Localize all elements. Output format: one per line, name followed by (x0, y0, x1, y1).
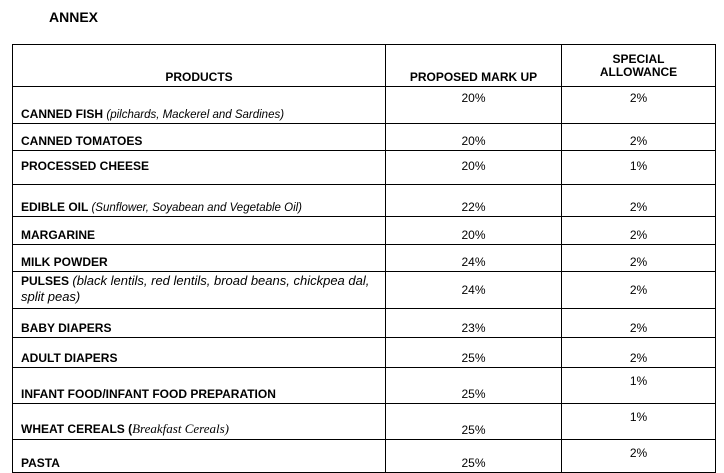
annex-title: ANNEX (49, 9, 99, 25)
header-special-allowance-line2: ALLOWANCE (599, 64, 678, 79)
table-row (13, 124, 716, 151)
markup-cell: 20% (386, 124, 562, 151)
product-name: PULSES (21, 274, 70, 288)
product-cell (13, 309, 386, 338)
header-special-allowance (562, 45, 716, 87)
markup-cell: 23% (386, 309, 562, 338)
allowance-cell: 2% (562, 185, 716, 217)
product-name: EDIBLE OIL (21, 200, 89, 214)
product-cell (13, 185, 386, 217)
product-cell (13, 87, 386, 124)
product-name: BABY DIAPERS (21, 321, 112, 335)
product-cell (13, 124, 386, 151)
product-note: (black lentils, red lentils, broad beans, chickpea dal, split peas) (21, 273, 370, 304)
product-name: PASTA (21, 456, 60, 470)
allowance-cell: 1% (562, 368, 716, 404)
product-cell (13, 151, 386, 185)
product-name: MILK POWDER (21, 255, 108, 269)
markup-cell: 25% (386, 404, 562, 440)
markup-cell: 20% (386, 87, 562, 124)
table-header-row (13, 45, 716, 87)
markup-cell: 20% (386, 217, 562, 245)
product-note: (pilchards, Mackerel and Sardines) (106, 109, 285, 121)
table-row (13, 338, 716, 368)
table-row (13, 245, 716, 272)
product-note: (Sunflower, Soyabean and Vegetable Oil) (91, 202, 303, 214)
table-row (13, 185, 716, 217)
allowance-cell: 1% (562, 404, 716, 440)
markup-cell: 25% (386, 338, 562, 368)
table-row (13, 87, 716, 124)
product-name: CANNED TOMATOES (21, 134, 143, 148)
product-name: WHEAT CEREALS ( (21, 422, 133, 436)
table-row (13, 440, 716, 473)
product-note: Breakfast Cereals) (132, 421, 229, 436)
table-row (13, 309, 716, 338)
allowance-cell: 2% (562, 338, 716, 368)
table-row (13, 368, 716, 404)
allowance-cell: 2% (562, 245, 716, 272)
table-row (13, 404, 716, 440)
header-special-allowance-line1: SPECIAL (612, 51, 665, 66)
allowance-cell: 2% (562, 87, 716, 124)
product-cell (13, 440, 386, 473)
header-proposed-markup: PROPOSED MARK UP (386, 45, 562, 87)
product-cell (13, 404, 386, 440)
allowance-cell: 2% (562, 309, 716, 338)
markup-cell: 24% (386, 272, 562, 309)
markup-cell: 22% (386, 185, 562, 217)
product-name: INFANT FOOD/INFANT FOOD PREPARATION (21, 387, 276, 401)
header-products: PRODUCTS (13, 45, 386, 87)
product-name: ADULT DIAPERS (21, 351, 118, 365)
markup-cell: 24% (386, 245, 562, 272)
allowance-cell: 1% (562, 151, 716, 185)
product-cell (13, 272, 386, 309)
allowance-cell: 2% (562, 124, 716, 151)
table-row (13, 217, 716, 245)
table-row (13, 151, 716, 185)
product-cell (13, 245, 386, 272)
product-name: PROCESSED CHEESE (21, 159, 150, 173)
markup-cell: 25% (386, 368, 562, 404)
product-cell (13, 338, 386, 368)
markup-cell: 20% (386, 151, 562, 185)
product-cell (13, 217, 386, 245)
table-row (13, 272, 716, 309)
allowance-cell: 2% (562, 217, 716, 245)
product-name: CANNED FISH (21, 107, 104, 121)
product-cell (13, 368, 386, 404)
product-name: MARGARINE (21, 228, 95, 242)
markup-table (12, 44, 716, 473)
allowance-cell: 2% (562, 272, 716, 309)
markup-cell: 25% (386, 440, 562, 473)
allowance-cell: 2% (562, 440, 716, 473)
